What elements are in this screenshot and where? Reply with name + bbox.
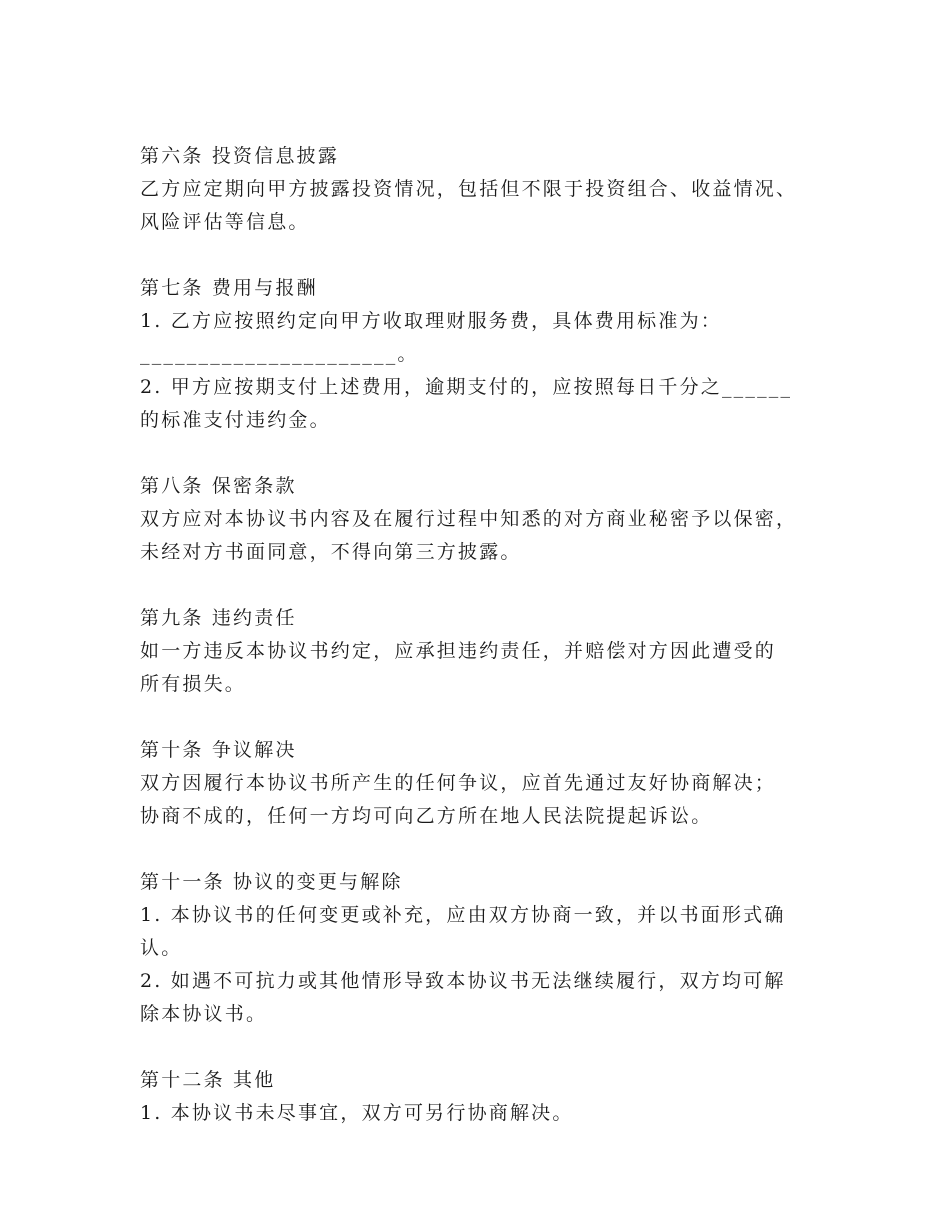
article-text-line: 的标准支付违约金。	[140, 409, 331, 431]
article-text-line: 1. 本协议书未尽事宜，双方可另行协商解决。	[140, 1102, 574, 1124]
fee-blank-line: ______________________。	[140, 343, 419, 365]
article-10	[140, 734, 840, 833]
article-8	[140, 470, 840, 569]
document-body	[140, 140, 840, 1163]
article-7	[140, 272, 840, 437]
article-text-line: 2. 甲方应按期支付上述费用，逾期支付的，应按照每日千分之______	[140, 376, 793, 398]
article-text-line: 2. 如遇不可抗力或其他情形导致本协议书无法继续履行，双方均可解	[140, 970, 786, 992]
article-heading: 第七条 费用与报酬	[140, 277, 318, 299]
article-text-line: 所有损失。	[140, 673, 247, 695]
article-heading: 第十条 争议解决	[140, 739, 297, 761]
article-text-line: 除本协议书。	[140, 1003, 268, 1025]
article-heading: 第九条 违约责任	[140, 607, 297, 629]
article-11	[140, 866, 840, 1031]
article-text-line: 1. 本协议书的任何变更或补充，应由双方协商一致，并以书面形式确	[140, 904, 786, 926]
article-text-line: 如一方违反本协议书约定，应承担违约责任，并赔偿对方因此遭受的	[140, 640, 777, 662]
article-text-line: 乙方应定期向甲方披露投资情况，包括但不限于投资组合、收益情况、	[140, 178, 798, 200]
article-text-line: 未经对方书面同意，不得向第三方披露。	[140, 541, 522, 563]
article-12	[140, 1064, 840, 1130]
article-text-line: 双方因履行本协议书所产生的任何争议，应首先通过友好协商解决；	[140, 772, 777, 794]
article-text-line: 认。	[140, 937, 183, 959]
article-heading: 第八条 保密条款	[140, 475, 297, 497]
article-heading: 第十一条 协议的变更与解除	[140, 871, 403, 893]
article-text-line: 双方应对本协议书内容及在履行过程中知悉的对方商业秘密予以保密，	[140, 508, 798, 530]
article-text-line: 风险评估等信息。	[140, 211, 310, 233]
article-6	[140, 140, 840, 239]
article-9	[140, 602, 840, 701]
article-text-line: 协商不成的，任何一方均可向乙方所在地人民法院提起诉讼。	[140, 805, 713, 827]
article-text-line: 1. 乙方应按照约定向甲方收取理财服务费，具体费用标准为：	[140, 310, 722, 332]
article-heading: 第六条 投资信息披露	[140, 145, 340, 167]
article-heading: 第十二条 其他	[140, 1069, 276, 1091]
